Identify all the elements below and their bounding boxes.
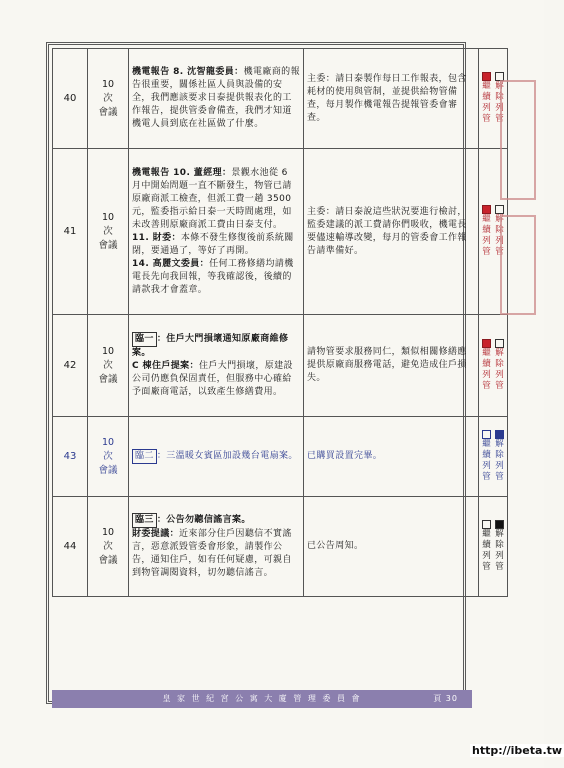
session-label: 10 次 會議 <box>88 497 129 597</box>
table-row <box>53 149 508 315</box>
release-tracking-status: 解 除 列 管 <box>494 72 505 125</box>
session-label: 10 次 會議 <box>88 315 129 417</box>
page-footer <box>52 690 472 708</box>
checkbox-checked-icon <box>495 430 504 439</box>
item-resolution: 已購買設置完畢。 <box>304 417 479 497</box>
item-content: 臨一 ：住戶大門損壞通知原廠商維修案。 C 棟住戶提案：住戶大門損壞，原建設公司仍應負保固責任，但服務中心確給予面廠商電話，以致產生修繕費用。 <box>129 315 304 417</box>
session-label: 10 次 會議 <box>88 149 129 315</box>
control-status <box>479 497 508 597</box>
item-resolution: 請物管要求服務同仁，類似相關修繕應提供原廠商服務電話，避免造成住戶損失。 <box>304 315 479 417</box>
red-seal-stamp-icon <box>500 215 536 315</box>
checkbox-checked-icon <box>495 520 504 529</box>
row-number: 43 <box>53 417 88 497</box>
continue-tracking-status: 繼 續 列 管 <box>481 520 492 573</box>
row-number: 42 <box>53 315 88 417</box>
release-tracking-status: 解 除 列 管 <box>494 339 505 392</box>
watermark-url: http://ibeta.tw <box>472 744 563 757</box>
table-row <box>53 417 508 497</box>
item-resolution: 已公告周知。 <box>304 497 479 597</box>
table-row <box>53 497 508 597</box>
continue-tracking-status: 繼 續 列 管 <box>481 430 492 483</box>
continue-tracking-status: 繼 續 列 管 <box>481 339 492 392</box>
footer-title: 皇 家 世 紀 宮 公 寓 大 廈 管 理 委 員 會 <box>162 694 362 703</box>
control-status <box>479 315 508 417</box>
item-content: 臨三 ：公告勿聽信謠言案。 財委提議：近來部分住戶因聽信不實謠言，惡意派毀管委會形象，請製作公告，通知住戶，如有任何疑慮，可親自到物管調閱資料，切勿聽信謠言。 <box>129 497 304 597</box>
checkbox-checked-icon <box>482 339 491 348</box>
page-number: 頁 30 <box>433 694 458 703</box>
checkbox-checked-icon <box>482 72 491 81</box>
checkbox-checked-icon <box>482 205 491 214</box>
checkbox-empty-icon <box>495 339 504 348</box>
checkbox-empty-icon <box>482 520 491 529</box>
release-tracking-status: 解 除 列 管 <box>494 430 505 483</box>
red-seal-stamp-icon <box>500 80 536 200</box>
release-tracking-status: 解 除 列 管 <box>494 205 505 258</box>
item-resolution: 主委：請日泰製作每日工作報表，包含耗材的使用與管制，並提供給物管備查，每月製作機電報告提報管委會審查。 <box>304 49 479 149</box>
table-row <box>53 49 508 149</box>
checkbox-empty-icon <box>482 430 491 439</box>
session-label: 10 次 會議 <box>88 49 129 149</box>
item-content: 機電報告 8. 沈智龍委員：機電廠商的報告很重要，關係社區人員與設備的安全，我們應該要求日泰提供報表化的工作報告，提供管委會備查，我們才知道機電人員到底在社區做了什麼。 <box>129 49 304 149</box>
row-number: 40 <box>53 49 88 149</box>
release-tracking-status: 解 除 列 管 <box>494 520 505 573</box>
item-resolution: 主委：請日泰說這些狀況要進行檢討，監委建議的派工費請你們吸收，機電長要儘速輸導改變，每月的管委會工作報告請準備好。 <box>304 149 479 315</box>
checkbox-empty-icon <box>495 205 504 214</box>
table-row <box>53 315 508 417</box>
row-number: 41 <box>53 149 88 315</box>
continue-tracking-status: 繼 續 列 管 <box>481 72 492 125</box>
continue-tracking-status: 繼 續 列 管 <box>481 205 492 258</box>
minutes-table <box>52 48 508 597</box>
control-status <box>479 417 508 497</box>
item-content: 臨二 ：三溫暖女賓區加設幾台電扇案。 <box>129 417 304 497</box>
session-label: 10 次 會議 <box>88 417 129 497</box>
item-content: 機電報告 10. 董經理：景觀水池從 6 月中開始問題一直不斷發生，物管已請原廠商派工檢查，但派工費一趟 3500 元，監委指示給日泰一天時間處理，如未改善則原廠商派工費由日泰支付。 11. 財委：本條不發生修復後前系統關閉，要通過了，等好了再開。 14. 高麗文委員：任何工務修繕均請機電長先向我回報，等我確認後，後續的請款我才會蓋章。 <box>129 149 304 315</box>
row-number: 44 <box>53 497 88 597</box>
